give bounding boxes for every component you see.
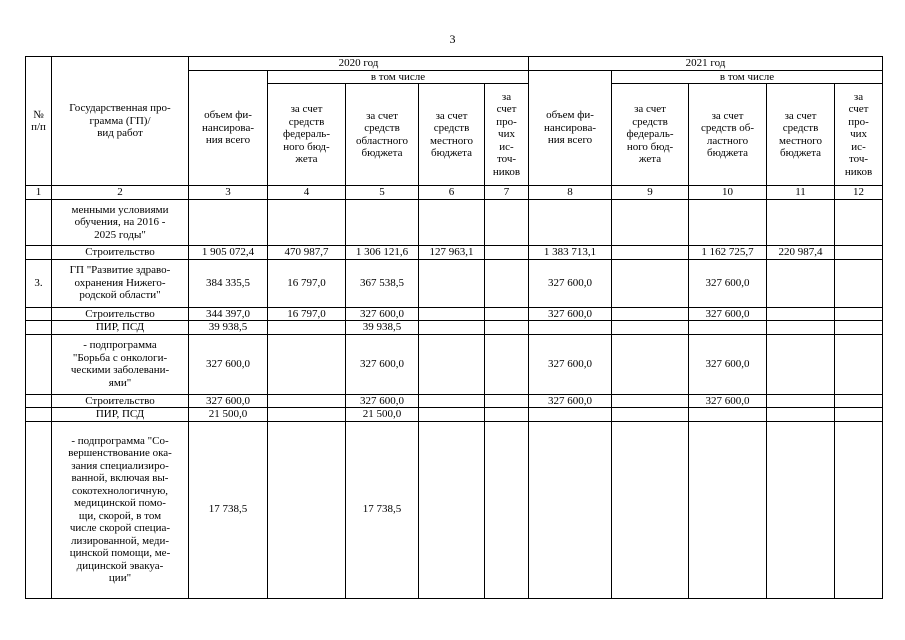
row-value [612,200,689,246]
row-value [835,307,883,321]
column-number: 5 [346,186,419,200]
column-number: 11 [767,186,835,200]
header-other-2021: за счет про- чих ис- точ- ников [835,84,883,186]
table-row [26,200,883,246]
row-value: 327 600,0 [689,334,767,394]
row-name: Строительство [52,307,189,321]
row-value [835,334,883,394]
row-value [485,394,529,408]
row-value: 327 600,0 [689,394,767,408]
row-value [767,408,835,422]
row-value [835,200,883,246]
row-value [485,246,529,260]
header-federal-2021: за счет средств федераль- ного бюд- жета [612,84,689,186]
row-value [767,321,835,335]
page-number: 3 [449,32,456,46]
row-value [485,200,529,246]
row-value [767,200,835,246]
column-number: 8 [529,186,612,200]
row-value: 470 987,7 [268,246,346,260]
row-value [268,394,346,408]
row-value [689,408,767,422]
row-value [612,408,689,422]
row-value [485,259,529,307]
row-value: 384 335,5 [189,259,268,307]
row-value: 1 383 713,1 [529,246,612,260]
row-name: ГП "Развитие здраво- охранения Нижего- родской области" [52,259,189,307]
row-value [268,408,346,422]
header-local-2021: за счет средств местного бюджета [767,84,835,186]
row-value [612,259,689,307]
column-number: 12 [835,186,883,200]
row-value [419,408,485,422]
row-name: ПИР, ПСД [52,408,189,422]
row-value [835,246,883,260]
table-row [26,421,883,598]
row-value: 327 600,0 [529,259,612,307]
row-number [26,246,52,260]
header-regional-2021: за счет средств об- ластного бюджета [689,84,767,186]
row-name: ПИР, ПСД [52,321,189,335]
row-value [767,394,835,408]
column-number: 4 [268,186,346,200]
row-value: 327 600,0 [689,259,767,307]
row-value [529,421,612,598]
row-value [268,200,346,246]
row-value: 327 600,0 [529,307,612,321]
row-number [26,394,52,408]
row-value [835,321,883,335]
row-value [419,200,485,246]
row-value [767,421,835,598]
row-value: 21 500,0 [189,408,268,422]
row-value: 327 600,0 [529,394,612,408]
row-value [529,408,612,422]
table-row [26,334,883,394]
row-value [419,334,485,394]
header-name: Государственная про- грамма (ГП)/ вид работ [52,57,189,186]
row-value [835,421,883,598]
row-value: 327 600,0 [346,307,419,321]
table-row [26,246,883,260]
row-value: 39 938,5 [189,321,268,335]
column-number: 2 [52,186,189,200]
row-value: 327 600,0 [189,334,268,394]
row-value [612,394,689,408]
row-value [419,307,485,321]
row-value [485,421,529,598]
row-name: менными условиями обучения, на 2016 - 2025 годы" [52,200,189,246]
row-value: 327 600,0 [529,334,612,394]
row-value: 1 905 072,4 [189,246,268,260]
row-value [485,408,529,422]
header-other-2020: за счет про- чих ис- точ- ников [485,84,529,186]
row-value [419,421,485,598]
row-value [689,321,767,335]
row-value [346,200,419,246]
row-value [835,408,883,422]
table-row [26,408,883,422]
header-incl-2020: в том числе [268,70,529,84]
column-number: 3 [189,186,268,200]
row-value: 16 797,0 [268,259,346,307]
row-number [26,334,52,394]
row-value [689,421,767,598]
row-value: 1 306 121,6 [346,246,419,260]
row-value [419,321,485,335]
row-number [26,321,52,335]
row-name: - подпрограмма "Борьба с онкологи- ческими заболевани- ями" [52,334,189,394]
row-number: 3. [26,259,52,307]
row-value [268,321,346,335]
row-value: 21 500,0 [346,408,419,422]
row-value: 327 600,0 [346,394,419,408]
row-value: 127 963,1 [419,246,485,260]
row-value [612,334,689,394]
column-number-row [26,186,883,200]
row-number [26,307,52,321]
row-value [529,321,612,335]
row-value: 220 987,4 [767,246,835,260]
row-value [485,334,529,394]
row-value: 1 162 725,7 [689,246,767,260]
header-year-2020: 2020 год [189,57,529,71]
column-number: 9 [612,186,689,200]
row-value: 327 600,0 [346,334,419,394]
row-value [612,321,689,335]
row-value: 367 538,5 [346,259,419,307]
row-value [485,321,529,335]
row-value: 39 938,5 [346,321,419,335]
row-number [26,200,52,246]
header-incl-2021: в том числе [612,70,883,84]
row-name: Строительство [52,394,189,408]
row-value [268,421,346,598]
header-total-2021: объем фи- нансирова- ния всего [529,70,612,186]
column-number: 6 [419,186,485,200]
row-value [419,259,485,307]
row-value [767,307,835,321]
row-name: Строительство [52,246,189,260]
row-number [26,421,52,598]
row-value [529,200,612,246]
header-regional-2020: за счет средств областного бюджета [346,84,419,186]
row-value: 16 797,0 [268,307,346,321]
row-value [419,394,485,408]
row-value [485,307,529,321]
table-row [26,307,883,321]
row-value [689,200,767,246]
header-total-2020: объем фи- нансирова- ния всего [189,70,268,186]
column-number: 1 [26,186,52,200]
column-number: 7 [485,186,529,200]
row-value: 17 738,5 [346,421,419,598]
header-year-2021: 2021 год [529,57,883,71]
row-value [835,394,883,408]
header-no: № п/п [26,57,52,186]
row-value [268,334,346,394]
table-row [26,394,883,408]
table-row [26,259,883,307]
row-value [767,334,835,394]
row-value: 327 600,0 [689,307,767,321]
budget-table [25,56,883,599]
row-value: 344 397,0 [189,307,268,321]
row-value [189,200,268,246]
row-value: 17 738,5 [189,421,268,598]
header-federal-2020: за счет средств федераль- ного бюд- жета [268,84,346,186]
row-value: 327 600,0 [189,394,268,408]
row-value [612,246,689,260]
row-value [612,307,689,321]
row-value [612,421,689,598]
column-number: 10 [689,186,767,200]
row-number [26,408,52,422]
table-row [26,321,883,335]
row-value [767,259,835,307]
header-local-2020: за счет средств местного бюджета [419,84,485,186]
row-value [835,259,883,307]
row-name: - подпрограмма "Со- вершенствование ока- зания специализиро- ванной, включая вы- сокотехнологичную, медицинской помо- щи, скорой, в том числе скорой специа- лизированной, меди- цинской помощи, ме- дицинской эвакуа- ции" [52,421,189,598]
